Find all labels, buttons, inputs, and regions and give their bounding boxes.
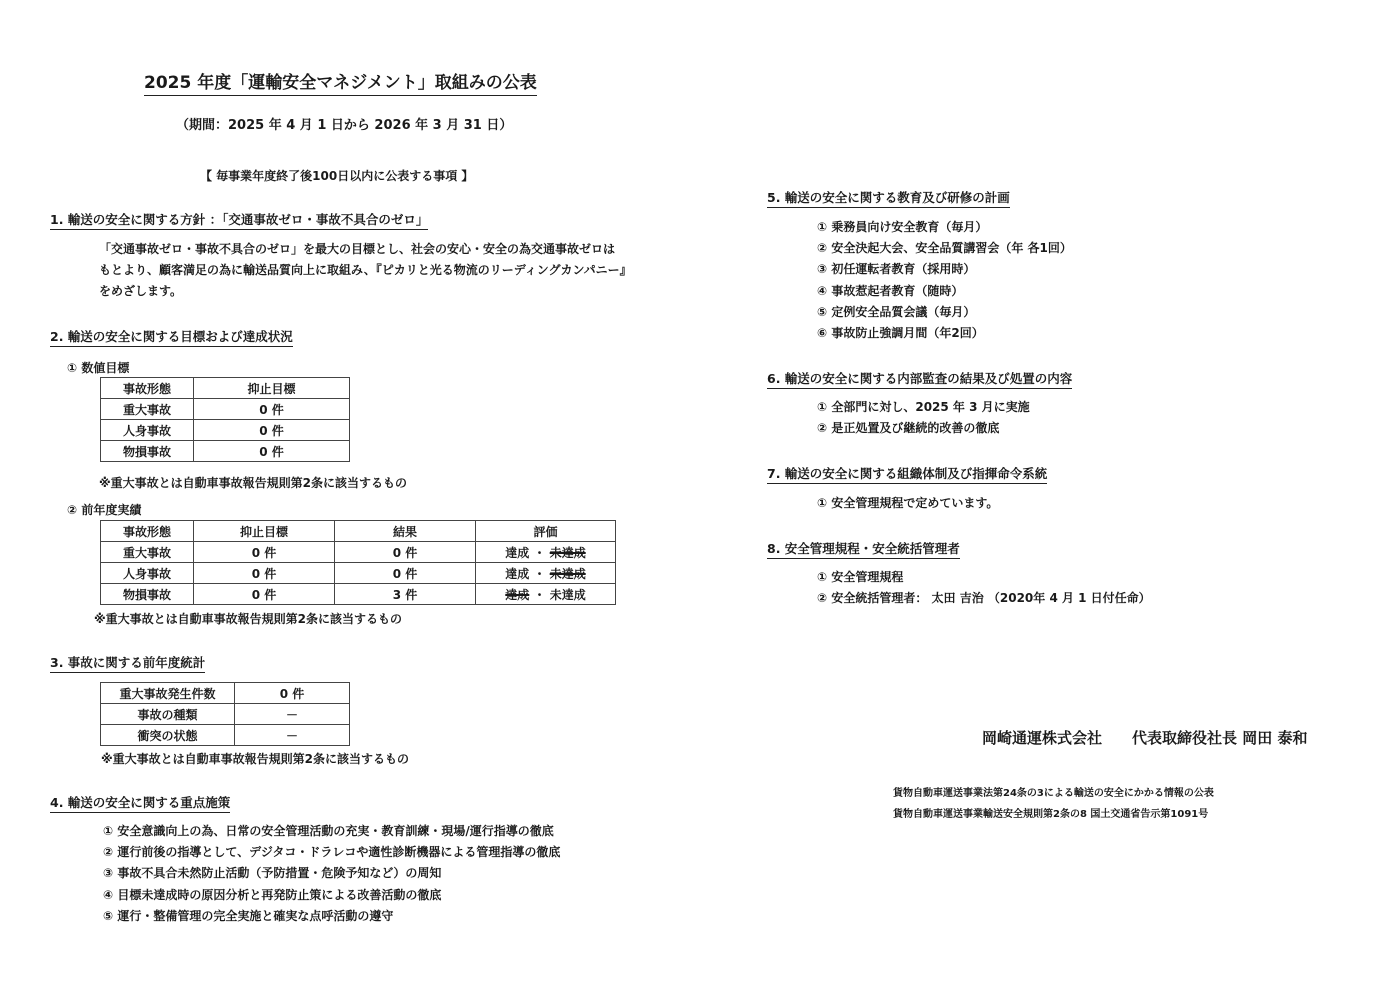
evaluation-cell	[476, 563, 616, 584]
list-item: ① 乗務員向け安全教育（毎月）	[817, 220, 988, 234]
note-text: ※重大事故とは自動車事故報告規則第2条に該当するもの	[99, 476, 408, 490]
table-row	[101, 704, 350, 725]
table-row	[101, 725, 350, 746]
numeric-target-table	[100, 377, 350, 462]
table-header-cell: 結果	[335, 521, 476, 542]
table-header-cell: 抑止目標	[194, 521, 335, 542]
table-cell: 0 件	[335, 563, 476, 584]
table-header-cell: 評価	[476, 521, 616, 542]
section-5-heading: 5. 輸送の安全に関する教育及び研修の計画	[767, 188, 1010, 208]
table-row	[101, 584, 616, 605]
note-text: ※重大事故とは自動車事故報告規則第2条に該当するもの	[101, 752, 410, 766]
eval-achieved: 達成	[505, 566, 530, 581]
page-title: 2025 年度「運輸安全マネジメント」取組みの公表	[144, 68, 537, 96]
table-cell: 重大事故	[101, 542, 194, 563]
list-item: ⑤ 定例安全品質会議（毎月）	[817, 304, 976, 319]
table-cell: 0 件	[235, 683, 350, 704]
organization-list	[817, 493, 998, 514]
table-cell: 0 件	[194, 420, 350, 441]
table-cell: 0 件	[194, 399, 350, 420]
table-cell: 0 件	[194, 563, 335, 584]
table-cell: －	[235, 704, 350, 725]
section-2-heading: 2. 輸送の安全に関する目標および達成状況	[50, 327, 293, 347]
audit-list	[817, 397, 1030, 439]
previous-results-table	[100, 520, 616, 605]
section-8-heading: 8. 安全管理規程・安全統括管理者	[767, 539, 960, 559]
section-3-heading: 3. 事故に関する前年度統計	[50, 653, 205, 673]
eval-separator: ・	[533, 566, 546, 581]
eval-not-achieved: 未達成	[549, 566, 586, 581]
eval-not-achieved: 未達成	[549, 587, 586, 602]
period-text: （期間：2025 年 4 月 1 日から 2026 年 3 月 31 日）	[176, 118, 513, 133]
numeric-target-subheading: ① 数値目標	[67, 361, 130, 375]
table-row	[101, 683, 350, 704]
table-row	[101, 420, 350, 441]
company-signature: 岡崎通運株式会社 代表取締役社長 岡田 泰和	[982, 729, 1308, 747]
table-header-cell: 事故形態	[101, 521, 194, 542]
table-cell: 衝突の状態	[101, 725, 235, 746]
evaluation-cell	[476, 584, 616, 605]
table-row	[101, 441, 350, 462]
table-row	[101, 542, 616, 563]
eval-separator: ・	[533, 545, 546, 560]
table-cell: 人身事故	[101, 420, 194, 441]
table-cell: 物損事故	[101, 584, 194, 605]
table-cell: 物損事故	[101, 441, 194, 462]
eval-separator: ・	[533, 587, 546, 602]
list-item: ① 安全管理規程で定めています。	[817, 496, 999, 510]
table-cell: －	[235, 725, 350, 746]
list-item: ③ 事故不具合未然防止活動（予防措置・危険予知など）の周知	[103, 866, 442, 881]
section-4-heading: 4. 輸送の安全に関する重点施策	[50, 793, 230, 813]
evaluation-cell	[476, 542, 616, 563]
table-row	[101, 563, 616, 584]
list-item: ④ 事故惹起者教育（随時）	[817, 283, 964, 298]
list-item: ⑤ 運行・整備管理の完全実施と確実な点呼活動の遵守	[103, 908, 394, 923]
accident-stats-table	[100, 682, 350, 746]
legal-note: 貨物自動車運送事業輸送安全規則第2条の8 国土交通省告示第1091号	[893, 809, 1209, 820]
policy-line: 「交通事故ゼロ・事故不具合のゼロ」を最大の目標とし、社会の安心・安全の為交通事故ゼロは	[99, 242, 616, 256]
table-cell: 0 件	[194, 584, 335, 605]
eval-achieved: 達成	[505, 545, 530, 560]
policy-paragraph	[99, 239, 632, 302]
table-header-row	[101, 378, 350, 399]
list-item: ④ 目標未達成時の原因分析と再発防止策による改善活動の徹底	[103, 887, 442, 902]
table-header-cell: 事故形態	[101, 378, 194, 399]
safety-rules-list	[817, 567, 1151, 609]
list-item: ① 安全管理規程	[817, 570, 904, 584]
list-item: ② 安全統括管理者： 太田 吉治 （2020年 4 月 1 日付任命）	[817, 591, 1151, 606]
measures-list	[103, 821, 560, 927]
table-cell: 0 件	[194, 441, 350, 462]
section-7-heading: 7. 輸送の安全に関する組織体制及び指揮命令系統	[767, 464, 1047, 484]
training-list	[817, 217, 1072, 344]
table-cell: 人身事故	[101, 563, 194, 584]
table-header-row	[101, 521, 616, 542]
policy-line: をめざします。	[99, 284, 183, 298]
list-item: ① 全部門に対し、2025 年 3 月に実施	[817, 400, 1030, 414]
list-item: ⑥ 事故防止強調月間（年2回）	[817, 326, 984, 341]
table-cell: 3 件	[335, 584, 476, 605]
list-item: ① 安全意識向上の為、日常の安全管理活動の充実・教育訓練・現場/運行指導の徹底	[103, 824, 554, 838]
section-1-heading: 1. 輸送の安全に関する方針 ：「交通事故ゼロ・事故不具合のゼロ」	[50, 210, 428, 230]
table-cell: 事故の種類	[101, 704, 235, 725]
table-cell: 重大事故	[101, 399, 194, 420]
list-item: ② 安全決起大会、安全品質講習会（年 各1回）	[817, 241, 1072, 256]
table-header-cell: 抑止目標	[194, 378, 350, 399]
section-6-heading: 6. 輸送の安全に関する内部監査の結果及び処置の内容	[767, 369, 1072, 389]
table-cell: 重大事故発生件数	[101, 683, 235, 704]
list-item: ② 運行前後の指導として、デジタコ・ドラレコや適性診断機器による管理指導の徹底	[103, 845, 561, 860]
policy-line: もとより、顧客満足の為に輸送品質向上に取組み、『ピカリと光る物流のリーディングカンパニー』	[99, 263, 632, 277]
previous-results-subheading: ② 前年度実績	[67, 503, 142, 517]
eval-achieved: 達成	[505, 587, 530, 602]
notice-text: 【 毎事業年度終了後100日以内に公表する事項 】	[200, 169, 474, 183]
table-row	[101, 399, 350, 420]
list-item: ② 是正処置及び継続的改善の徹底	[817, 421, 1000, 436]
eval-not-achieved: 未達成	[549, 545, 586, 560]
list-item: ③ 初任運転者教育（採用時）	[817, 262, 976, 277]
note-text: ※重大事故とは自動車事故報告規則第2条に該当するもの	[94, 612, 403, 626]
table-cell: 0 件	[194, 542, 335, 563]
legal-note: 貨物自動車運送事業法第24条の3による輸送の安全にかかる情報の公表	[893, 788, 1214, 799]
table-cell: 0 件	[335, 542, 476, 563]
